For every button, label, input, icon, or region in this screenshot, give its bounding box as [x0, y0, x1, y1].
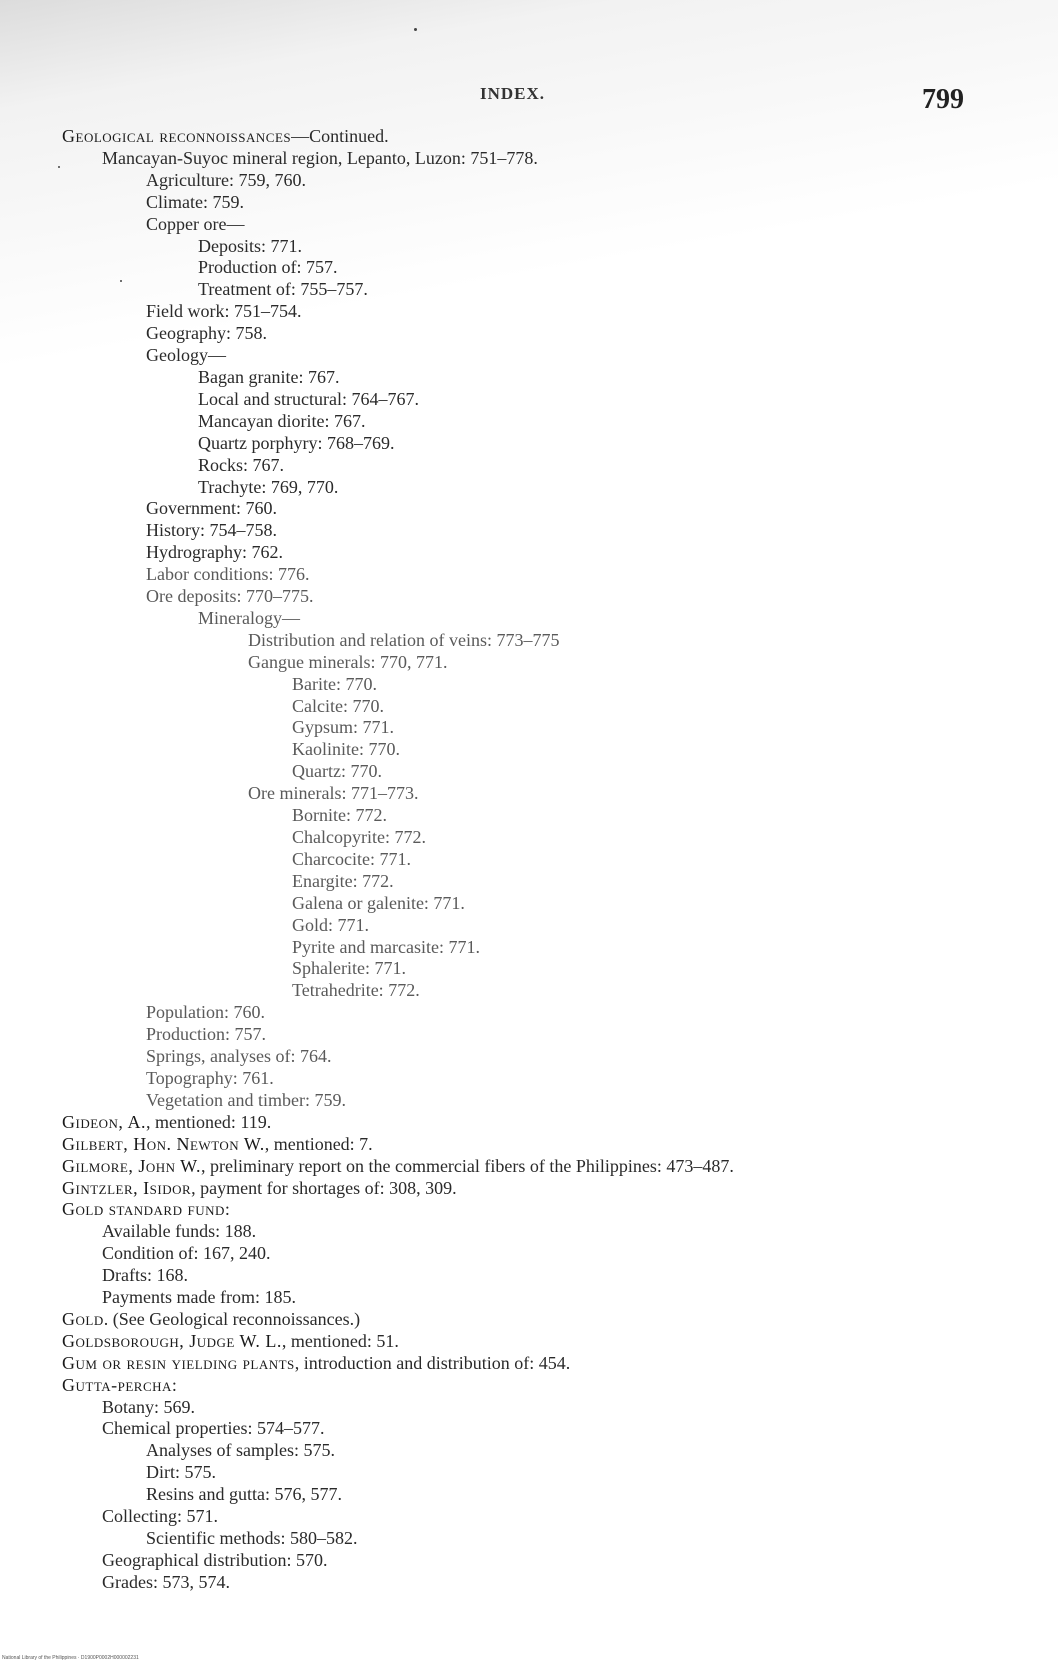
index-entry: [0, 345, 1058, 367]
entry-heading: Gold: [62, 1308, 104, 1329]
entry-text: Quartz: 770.: [292, 761, 382, 782]
index-entry: [0, 849, 1058, 871]
entry-text: , payment for shortages of: 308, 309.: [191, 1177, 457, 1198]
entry-text: Vegetation and timber: 759.: [146, 1089, 346, 1110]
index-entry: [0, 1112, 1058, 1134]
entry-heading: Gutta-percha: [62, 1374, 172, 1395]
entry-heading: Gum or resin yielding plants: [62, 1352, 295, 1373]
entry-text: Production of: 757.: [198, 257, 338, 278]
index-entry: [0, 1462, 1058, 1484]
entry-text: Production: 757.: [146, 1024, 266, 1045]
index-entry: [0, 1331, 1058, 1353]
index-entry: [0, 980, 1058, 1002]
index-entry: [0, 958, 1058, 980]
index-entry: [0, 827, 1058, 849]
entry-text: Copper ore—: [146, 213, 245, 234]
entry-heading: Goldsborough, Judge W. L.: [62, 1330, 282, 1351]
entry-text: Climate: 759.: [146, 191, 244, 212]
index-entry: [0, 367, 1058, 389]
entry-text: Analyses of samples: 575.: [146, 1440, 335, 1461]
index-entry: [0, 1484, 1058, 1506]
entry-text: Galena or galenite: 771.: [292, 892, 465, 913]
entry-text: Grades: 573, 574.: [102, 1571, 230, 1592]
index-entry: [0, 783, 1058, 805]
entry-text: Drafts: 168.: [102, 1265, 188, 1286]
entry-text: Geographical distribution: 570.: [102, 1549, 328, 1570]
entry-text: Agriculture: 759, 760.: [146, 169, 306, 190]
entry-text: Resins and gutta: 576, 577.: [146, 1484, 342, 1505]
index-entry: [0, 520, 1058, 542]
scan-footer: National Library of the Philippines · D1900P0002H000002231: [2, 1655, 139, 1661]
entry-text: , mentioned: 51.: [281, 1330, 399, 1351]
scan-speck: [414, 28, 417, 31]
entry-text: Pyrite and marcasite: 771.: [292, 936, 480, 957]
index-entry: [0, 257, 1058, 279]
entry-text: , preliminary report on the commercial fibers of the Philippines: 473–487.: [201, 1155, 734, 1176]
index-entry: [0, 301, 1058, 323]
entry-text: Bagan granite: 767.: [198, 366, 340, 387]
index-entry: [0, 1068, 1058, 1090]
entry-text: Ore deposits: 770–775.: [146, 586, 314, 607]
entry-text: Deposits: 771.: [198, 235, 303, 256]
entry-heading: Geological reconnoissances: [62, 126, 292, 146]
index-entry: [0, 1550, 1058, 1572]
entry-text: Dirt: 575.: [146, 1462, 216, 1483]
entry-text: Chemical properties: 574–577.: [102, 1418, 325, 1439]
entry-text: Payments made from: 185.: [102, 1287, 296, 1308]
index-entry: [0, 455, 1058, 477]
entry-text: Calcite: 770.: [292, 695, 384, 716]
entry-text: Ore minerals: 771–773.: [248, 783, 419, 804]
index-entry: [0, 937, 1058, 959]
index-entry: [0, 1418, 1058, 1440]
entry-text: Distribution and relation of veins: 773–775: [248, 629, 560, 650]
index-entry: [0, 893, 1058, 915]
entry-text: Collecting: 571.: [102, 1506, 218, 1527]
index-entry: [0, 915, 1058, 937]
entry-text: Springs, analyses of: 764.: [146, 1046, 332, 1067]
entry-text: Chalcopyrite: 772.: [292, 827, 426, 847]
index-entry: [0, 1046, 1058, 1068]
index-entry: [0, 1287, 1058, 1309]
index-entry: [0, 1002, 1058, 1024]
index-entry: [0, 674, 1058, 696]
index-entry: [0, 871, 1058, 893]
entry-text: Scientific methods: 580–582.: [146, 1528, 358, 1548]
index-entry: [0, 148, 1058, 170]
index-entry: [0, 586, 1058, 608]
index-entry: [0, 652, 1058, 674]
entry-text: History: 754–758.: [146, 520, 278, 541]
entry-text: :: [224, 1199, 230, 1220]
index-entry: [0, 1265, 1058, 1287]
entry-text: Kaolinite: 770.: [292, 739, 400, 760]
index-entry: [0, 1309, 1058, 1331]
index-entry: [0, 1134, 1058, 1156]
entry-text: . (See Geological reconnoissances.): [103, 1308, 361, 1329]
entry-text: Tetrahedrite: 772.: [292, 980, 420, 1001]
index-entry: [0, 1572, 1058, 1594]
index-entry: [0, 498, 1058, 520]
entry-text: Mineralogy—: [198, 607, 300, 628]
entry-text: Botany: 569.: [102, 1396, 195, 1417]
index-entry: [0, 1440, 1058, 1462]
index-entry: [0, 1353, 1058, 1375]
index-entry: [0, 433, 1058, 455]
index-entry: [0, 279, 1058, 301]
entry-text: Government: 760.: [146, 498, 277, 519]
entry-text: Geology—: [146, 345, 226, 366]
entry-text: Population: 760.: [146, 1002, 266, 1023]
index-entry: [0, 1221, 1058, 1243]
entry-heading: Gideon, A.: [62, 1111, 146, 1132]
entry-text: Enargite: 772.: [292, 870, 394, 891]
index-entry: [0, 1090, 1058, 1112]
entry-text: Local and structural: 764–767.: [198, 388, 419, 409]
entry-text: —Continued.: [291, 126, 389, 146]
index-entry: [0, 389, 1058, 411]
entry-text: Sphalerite: 771.: [292, 958, 406, 979]
entry-text: Labor conditions: 776.: [146, 564, 310, 585]
index-entry: [0, 696, 1058, 718]
entry-text: Gypsum: 771.: [292, 717, 395, 738]
index-entry: [0, 1156, 942, 1178]
entry-text: Mancayan diorite: 767.: [198, 410, 366, 431]
entry-heading: Gilbert, Hon. Newton W.: [62, 1133, 265, 1154]
index-entry: [0, 739, 1058, 761]
index-entry: [0, 1528, 1058, 1550]
entry-text: Trachyte: 769, 770.: [198, 476, 339, 497]
index-entry: [0, 1243, 1058, 1265]
entry-text: , introduction and distribution of: 454.: [294, 1352, 571, 1373]
index-entry: [0, 1024, 1058, 1046]
entry-heading: Gintzler, Isidor: [62, 1177, 192, 1198]
entry-text: Quartz porphyry: 768–769.: [198, 432, 395, 453]
index-entry: [0, 564, 1058, 586]
entry-heading: Gilmore, John W.: [62, 1155, 202, 1176]
entry-text: , mentioned: 119.: [145, 1111, 272, 1132]
index-entry: [0, 323, 1058, 345]
index-entry: [0, 477, 1058, 499]
index-entry: [0, 717, 1058, 739]
index-entry: [0, 1375, 1058, 1397]
index-entry: [0, 214, 1058, 236]
index-entry: [0, 236, 1058, 258]
index-entry: [0, 805, 1058, 827]
index-entry: [0, 411, 1058, 433]
running-head: INDEX.: [480, 84, 546, 103]
index-entries: [0, 126, 1058, 1594]
entry-text: Gangue minerals: 770, 771.: [248, 651, 448, 672]
entry-text: :: [171, 1374, 177, 1395]
entry-text: Hydrography: 762.: [146, 542, 283, 563]
index-entry: [0, 126, 1058, 148]
entry-text: Treatment of: 755–757.: [198, 279, 368, 300]
index-entry: [0, 761, 1058, 783]
index-entry: [0, 1397, 1058, 1419]
entry-heading: Gold standard fund: [62, 1199, 225, 1220]
index-entry: [0, 542, 1058, 564]
page-number: 799: [922, 84, 964, 115]
index-entry: [0, 170, 1058, 192]
entry-text: Topography: 761.: [146, 1067, 274, 1088]
entry-text: Geography: 758.: [146, 323, 267, 344]
entry-text: Barite: 770.: [292, 673, 377, 694]
entry-text: Condition of: 167, 240.: [102, 1243, 271, 1264]
index-entry: [0, 608, 1058, 630]
entry-text: Bornite: 772.: [292, 805, 387, 826]
index-entry: [0, 1178, 1058, 1200]
entry-text: Mancayan-Suyoc mineral region, Lepanto, Luzon: 751–778.: [102, 147, 538, 168]
entry-text: , mentioned: 7.: [264, 1133, 373, 1154]
index-entry: [0, 630, 1058, 652]
entry-text: Gold: 771.: [292, 914, 370, 935]
entry-text: Rocks: 767.: [198, 454, 285, 475]
entry-text: Charcocite: 771.: [292, 848, 411, 869]
index-entry: [0, 192, 1058, 214]
entry-text: Field work: 751–754.: [146, 301, 302, 322]
index-entry: [0, 1506, 1058, 1528]
index-entry: [0, 1199, 1058, 1221]
entry-text: Available funds: 188.: [102, 1221, 257, 1242]
